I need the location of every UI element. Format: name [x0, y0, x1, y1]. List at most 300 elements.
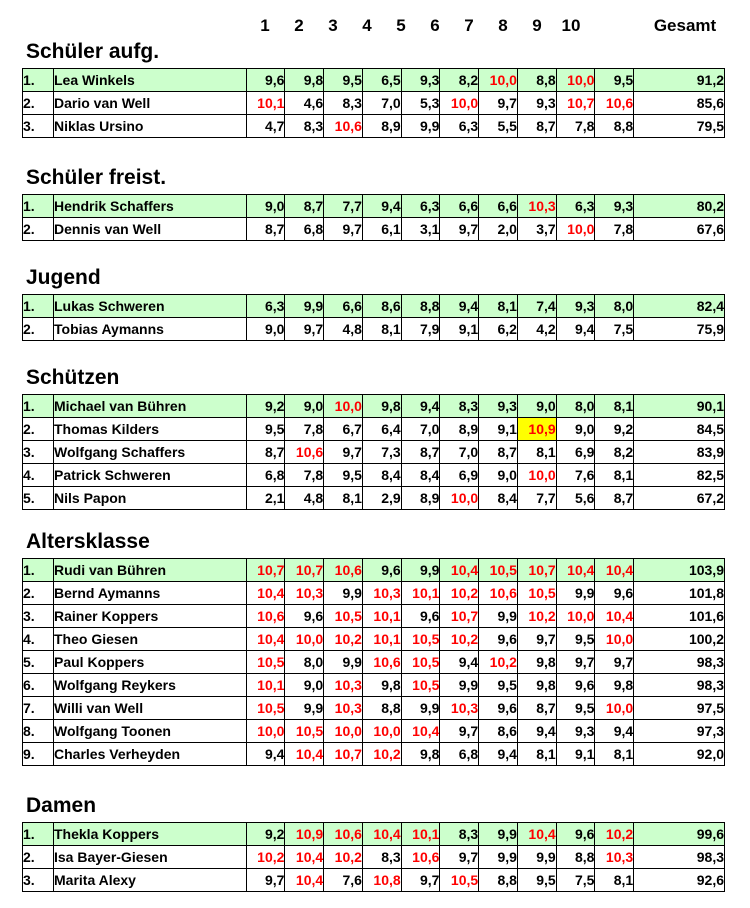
table-row [23, 441, 725, 464]
score-cell: 9,0 [285, 674, 324, 697]
score-cell: 4,6 [285, 92, 324, 115]
score-cell: 6,5 [362, 69, 401, 92]
score-cell: 10,0 [246, 720, 285, 743]
table-row [23, 846, 725, 869]
rank-cell: 3. [23, 115, 54, 138]
score-cell: 10,4 [285, 869, 324, 892]
score-cell: 9,7 [595, 651, 634, 674]
score-cell: 9,4 [401, 395, 440, 418]
name-cell: Thekla Koppers [54, 823, 247, 846]
score-cell: 10,4 [556, 559, 595, 582]
score-cell: 10,4 [246, 582, 285, 605]
score-cell: 10,1 [362, 628, 401, 651]
score-cell: 9,9 [440, 674, 479, 697]
table-row [23, 318, 725, 341]
score-cell: 8,8 [595, 115, 634, 138]
rank-cell: 1. [23, 559, 54, 582]
score-cell: 10,2 [246, 846, 285, 869]
score-cell: 7,7 [517, 487, 556, 510]
score-cell: 10,0 [479, 69, 518, 92]
score-cell: 10,2 [324, 628, 363, 651]
score-cell: 9,5 [324, 464, 363, 487]
score-cell: 10,0 [556, 218, 595, 241]
score-cell: 10,2 [362, 743, 401, 766]
score-cell: 6,4 [362, 418, 401, 441]
name-cell: Rainer Koppers [54, 605, 247, 628]
score-cell: 9,3 [401, 69, 440, 92]
score-cell: 7,9 [401, 318, 440, 341]
total-cell: 100,2 [634, 628, 725, 651]
score-cell: 10,5 [401, 628, 440, 651]
score-cell: 9,4 [246, 743, 285, 766]
score-cell: 8,9 [362, 115, 401, 138]
score-cell: 10,4 [401, 720, 440, 743]
table-row [23, 464, 725, 487]
score-cell: 5,5 [479, 115, 518, 138]
score-cell: 9,6 [479, 697, 518, 720]
total-cell: 103,9 [634, 559, 725, 582]
score-cell: 10,2 [517, 605, 556, 628]
score-cell: 10,5 [401, 651, 440, 674]
score-cell: 8,7 [479, 441, 518, 464]
score-cell: 10,0 [362, 720, 401, 743]
score-cell: 8,1 [362, 318, 401, 341]
total-cell: 67,6 [634, 218, 725, 241]
score-cell: 4,7 [246, 115, 285, 138]
score-cell: 7,5 [556, 869, 595, 892]
score-cell: 10,7 [517, 559, 556, 582]
score-cell: 8,1 [595, 743, 634, 766]
score-cell: 6,3 [401, 195, 440, 218]
score-cell: 9,2 [595, 418, 634, 441]
table-row [23, 92, 725, 115]
score-cell: 9,2 [246, 395, 285, 418]
score-cell: 8,4 [362, 464, 401, 487]
score-cell: 10,6 [401, 846, 440, 869]
score-cell: 8,3 [440, 395, 479, 418]
rank-cell: 5. [23, 487, 54, 510]
score-cell: 10,0 [595, 628, 634, 651]
section-title: Schüler freist. [26, 166, 167, 189]
score-cell: 10,5 [246, 697, 285, 720]
table-row [23, 823, 725, 846]
score-cell: 10,6 [285, 441, 324, 464]
total-cell: 99,6 [634, 823, 725, 846]
column-header-shot-8: 8 [498, 16, 508, 35]
name-cell: Bernd Aymanns [54, 582, 247, 605]
score-cell: 9,1 [479, 418, 518, 441]
column-header-shot-5: 5 [396, 16, 406, 35]
score-cell: 9,7 [440, 846, 479, 869]
score-cell: 10,3 [362, 582, 401, 605]
total-cell: 98,3 [634, 674, 725, 697]
name-cell: Nils Papon [54, 487, 247, 510]
score-cell: 8,8 [479, 869, 518, 892]
score-cell: 9,4 [556, 318, 595, 341]
name-cell: Rudi van Bühren [54, 559, 247, 582]
score-cell: 5,6 [556, 487, 595, 510]
score-cell: 9,9 [401, 697, 440, 720]
name-cell: Marita Alexy [54, 869, 247, 892]
score-cell: 9,8 [285, 69, 324, 92]
score-cell: 9,8 [517, 674, 556, 697]
score-cell: 10,0 [595, 697, 634, 720]
score-cell: 10,4 [440, 559, 479, 582]
score-cell: 10,5 [285, 720, 324, 743]
score-cell: 9,0 [517, 395, 556, 418]
rank-cell: 6. [23, 674, 54, 697]
section-title: Schüler aufg. [26, 40, 160, 63]
table-row [23, 69, 725, 92]
score-cell: 9,9 [479, 823, 518, 846]
score-cell: 9,6 [401, 605, 440, 628]
score-cell: 9,3 [556, 720, 595, 743]
score-cell: 10,3 [285, 582, 324, 605]
score-cell: 10,6 [479, 582, 518, 605]
score-cell: 8,7 [401, 441, 440, 464]
score-cell: 6,8 [246, 464, 285, 487]
score-cell: 8,3 [440, 823, 479, 846]
total-cell: 98,3 [634, 846, 725, 869]
score-cell: 10,3 [440, 697, 479, 720]
score-cell: 10,2 [440, 582, 479, 605]
score-cell: 10,9 [285, 823, 324, 846]
table-row [23, 582, 725, 605]
score-cell: 6,6 [440, 195, 479, 218]
section-title: Jugend [26, 266, 101, 289]
score-cell: 10,8 [362, 869, 401, 892]
score-cell: 7,0 [440, 441, 479, 464]
results-table [22, 822, 725, 892]
rank-cell: 8. [23, 720, 54, 743]
section-title: Damen [26, 794, 97, 817]
score-cell: 10,0 [440, 487, 479, 510]
section-title: Schützen [26, 366, 120, 389]
table-row [23, 395, 725, 418]
score-cell: 9,5 [556, 628, 595, 651]
score-cell: 10,6 [362, 651, 401, 674]
name-cell: Wolfgang Schaffers [54, 441, 247, 464]
score-cell: 9,7 [440, 218, 479, 241]
score-cell: 7,6 [556, 464, 595, 487]
score-cell: 10,7 [440, 605, 479, 628]
score-cell: 8,0 [285, 651, 324, 674]
score-cell: 8,1 [595, 395, 634, 418]
score-cell: 8,7 [285, 195, 324, 218]
score-cell: 8,0 [595, 295, 634, 318]
name-cell: Michael van Bühren [54, 395, 247, 418]
score-cell: 9,6 [556, 674, 595, 697]
score-cell: 10,3 [324, 674, 363, 697]
table-row [23, 115, 725, 138]
score-cell: 9,6 [362, 559, 401, 582]
score-cell: 9,0 [479, 464, 518, 487]
rank-cell: 7. [23, 697, 54, 720]
score-cell: 9,0 [556, 418, 595, 441]
column-header-shot-7: 7 [464, 16, 474, 35]
total-cell: 92,6 [634, 869, 725, 892]
score-cell: 8,1 [517, 441, 556, 464]
score-cell: 10,6 [324, 823, 363, 846]
score-cell: 2,1 [246, 487, 285, 510]
score-cell: 8,9 [401, 487, 440, 510]
score-cell: 8,7 [246, 441, 285, 464]
name-cell: Isa Bayer-Giesen [54, 846, 247, 869]
score-cell: 9,0 [285, 395, 324, 418]
score-cell: 8,7 [517, 115, 556, 138]
score-cell: 10,6 [324, 115, 363, 138]
rank-cell: 5. [23, 651, 54, 674]
score-cell: 8,8 [517, 69, 556, 92]
rank-cell: 1. [23, 395, 54, 418]
score-cell: 10,0 [517, 464, 556, 487]
score-cell: 10,4 [595, 559, 634, 582]
score-cell: 4,8 [324, 318, 363, 341]
score-cell: 6,6 [479, 195, 518, 218]
total-cell: 91,2 [634, 69, 725, 92]
name-cell: Niklas Ursino [54, 115, 247, 138]
score-cell: 6,2 [479, 318, 518, 341]
score-cell: 10,5 [401, 674, 440, 697]
column-header-total: Gesamt [653, 16, 717, 35]
score-cell: 7,8 [285, 464, 324, 487]
rank-cell: 2. [23, 418, 54, 441]
column-header-shot-1: 1 [260, 16, 270, 35]
name-cell: Dario van Well [54, 92, 247, 115]
score-cell: 9,3 [479, 395, 518, 418]
score-cell: 9,9 [324, 582, 363, 605]
total-cell: 101,8 [634, 582, 725, 605]
score-cell: 6,1 [362, 218, 401, 241]
total-cell: 82,4 [634, 295, 725, 318]
score-cell: 9,9 [324, 651, 363, 674]
score-cell: 9,5 [556, 697, 595, 720]
score-cell: 3,1 [401, 218, 440, 241]
table-row [23, 720, 725, 743]
results-table [22, 558, 725, 766]
score-cell: 9,9 [285, 295, 324, 318]
total-cell: 92,0 [634, 743, 725, 766]
score-cell: 10,1 [401, 582, 440, 605]
score-cell: 10,6 [595, 92, 634, 115]
rank-cell: 9. [23, 743, 54, 766]
score-cell: 10,7 [285, 559, 324, 582]
score-cell: 10,1 [362, 605, 401, 628]
score-cell: 10,5 [479, 559, 518, 582]
score-cell: 8,6 [362, 295, 401, 318]
results-table [22, 68, 725, 138]
score-cell: 10,2 [479, 651, 518, 674]
rank-cell: 3. [23, 605, 54, 628]
score-cell: 10,5 [246, 651, 285, 674]
total-cell: 83,9 [634, 441, 725, 464]
score-cell: 9,8 [401, 743, 440, 766]
name-cell: Dennis van Well [54, 218, 247, 241]
score-cell: 7,0 [362, 92, 401, 115]
score-cell: 9,9 [401, 559, 440, 582]
total-cell: 97,5 [634, 697, 725, 720]
score-cell: 7,8 [556, 115, 595, 138]
score-cell: 10,7 [324, 743, 363, 766]
name-cell: Hendrik Schaffers [54, 195, 247, 218]
score-cell: 9,9 [479, 605, 518, 628]
score-cell: 9,1 [556, 743, 595, 766]
score-cell: 9,6 [556, 823, 595, 846]
results-table [22, 194, 725, 241]
score-cell: 9,8 [595, 674, 634, 697]
rank-cell: 1. [23, 823, 54, 846]
rank-cell: 1. [23, 69, 54, 92]
score-cell: 4,8 [285, 487, 324, 510]
name-cell: Wolfgang Toonen [54, 720, 247, 743]
score-cell: 8,1 [517, 743, 556, 766]
score-cell: 8,9 [440, 418, 479, 441]
score-cell: 9,5 [246, 418, 285, 441]
total-cell: 98,3 [634, 651, 725, 674]
score-cell: 8,8 [401, 295, 440, 318]
total-cell: 79,5 [634, 115, 725, 138]
name-cell: Tobias Aymanns [54, 318, 247, 341]
score-cell: 6,8 [440, 743, 479, 766]
score-cell: 10,3 [595, 846, 634, 869]
score-cell: 9,5 [479, 674, 518, 697]
score-cell: 10,5 [440, 869, 479, 892]
score-cell: 6,8 [285, 218, 324, 241]
score-cell: 9,1 [440, 318, 479, 341]
total-cell: 75,9 [634, 318, 725, 341]
score-cell: 9,6 [285, 605, 324, 628]
score-cell: 9,9 [556, 582, 595, 605]
score-cell: 8,7 [246, 218, 285, 241]
score-cell: 9,7 [401, 869, 440, 892]
score-cell: 10,1 [246, 674, 285, 697]
table-row [23, 559, 725, 582]
score-cell: 8,1 [324, 487, 363, 510]
score-cell: 10,4 [246, 628, 285, 651]
score-cell: 9,7 [517, 628, 556, 651]
score-cell: 8,0 [556, 395, 595, 418]
score-cell: 10,6 [324, 559, 363, 582]
score-cell: 10,2 [595, 823, 634, 846]
score-cell: 9,4 [595, 720, 634, 743]
score-cell: 9,9 [285, 697, 324, 720]
score-cell: 10,0 [556, 69, 595, 92]
rank-cell: 2. [23, 218, 54, 241]
score-cell: 10,0 [324, 395, 363, 418]
score-cell: 8,6 [479, 720, 518, 743]
total-cell: 97,3 [634, 720, 725, 743]
score-cell: 9,4 [362, 195, 401, 218]
score-cell: 9,4 [440, 651, 479, 674]
score-cell: 10,5 [324, 605, 363, 628]
score-cell: 7,4 [517, 295, 556, 318]
score-cell: 8,7 [595, 487, 634, 510]
score-cell: 9,9 [401, 115, 440, 138]
score-cell: 10,1 [246, 92, 285, 115]
score-cell: 6,9 [440, 464, 479, 487]
column-header-shot-10: 10 [561, 16, 581, 35]
section-title: Altersklasse [26, 530, 150, 553]
score-cell: 4,2 [517, 318, 556, 341]
total-cell: 101,6 [634, 605, 725, 628]
score-cell: 6,6 [324, 295, 363, 318]
table-row [23, 869, 725, 892]
score-cell: 7,8 [285, 418, 324, 441]
table-row [23, 651, 725, 674]
score-cell: 9,6 [246, 69, 285, 92]
rank-cell: 2. [23, 582, 54, 605]
name-cell: Wolfgang Reykers [54, 674, 247, 697]
score-cell: 6,7 [324, 418, 363, 441]
table-row [23, 195, 725, 218]
name-cell: Lukas Schweren [54, 295, 247, 318]
table-row [23, 295, 725, 318]
score-cell: 8,3 [362, 846, 401, 869]
table-row [23, 697, 725, 720]
total-cell: 80,2 [634, 195, 725, 218]
score-cell: 9,5 [324, 69, 363, 92]
total-cell: 90,1 [634, 395, 725, 418]
column-header-row [0, 16, 750, 38]
score-cell: 9,2 [246, 823, 285, 846]
score-cell: 10,3 [324, 697, 363, 720]
score-cell: 8,8 [556, 846, 595, 869]
score-cell: 8,4 [479, 487, 518, 510]
table-row [23, 487, 725, 510]
score-cell: 10,4 [285, 743, 324, 766]
score-cell: 6,3 [246, 295, 285, 318]
table-row [23, 605, 725, 628]
score-cell: 10,4 [362, 823, 401, 846]
score-cell: 8,3 [324, 92, 363, 115]
score-cell: 7,5 [595, 318, 634, 341]
total-cell: 67,2 [634, 487, 725, 510]
score-cell: 5,3 [401, 92, 440, 115]
rank-cell: 1. [23, 195, 54, 218]
rank-cell: 2. [23, 92, 54, 115]
score-cell: 10,2 [324, 846, 363, 869]
results-table [22, 394, 725, 510]
score-cell: 6,3 [440, 115, 479, 138]
score-cell: 10,2 [440, 628, 479, 651]
score-cell: 9,3 [556, 295, 595, 318]
table-row [23, 218, 725, 241]
score-cell: 9,7 [479, 92, 518, 115]
name-cell: Lea Winkels [54, 69, 247, 92]
score-cell: 9,8 [362, 395, 401, 418]
score-cell: 7,0 [401, 418, 440, 441]
score-cell: 9,4 [440, 295, 479, 318]
score-cell: 10,0 [556, 605, 595, 628]
score-cell: 9,3 [517, 92, 556, 115]
score-cell: 9,8 [362, 674, 401, 697]
total-cell: 82,5 [634, 464, 725, 487]
score-cell: 9,4 [479, 743, 518, 766]
name-cell: Paul Koppers [54, 651, 247, 674]
score-cell: 9,6 [479, 628, 518, 651]
score-cell: 10,0 [440, 92, 479, 115]
score-cell: 6,9 [556, 441, 595, 464]
score-cell: 8,3 [285, 115, 324, 138]
name-cell: Theo Giesen [54, 628, 247, 651]
score-cell: 10,4 [285, 846, 324, 869]
score-cell: 8,7 [517, 697, 556, 720]
rank-cell: 4. [23, 464, 54, 487]
score-cell: 9,5 [595, 69, 634, 92]
score-cell: 7,3 [362, 441, 401, 464]
name-cell: Charles Verheyden [54, 743, 247, 766]
name-cell: Willi van Well [54, 697, 247, 720]
